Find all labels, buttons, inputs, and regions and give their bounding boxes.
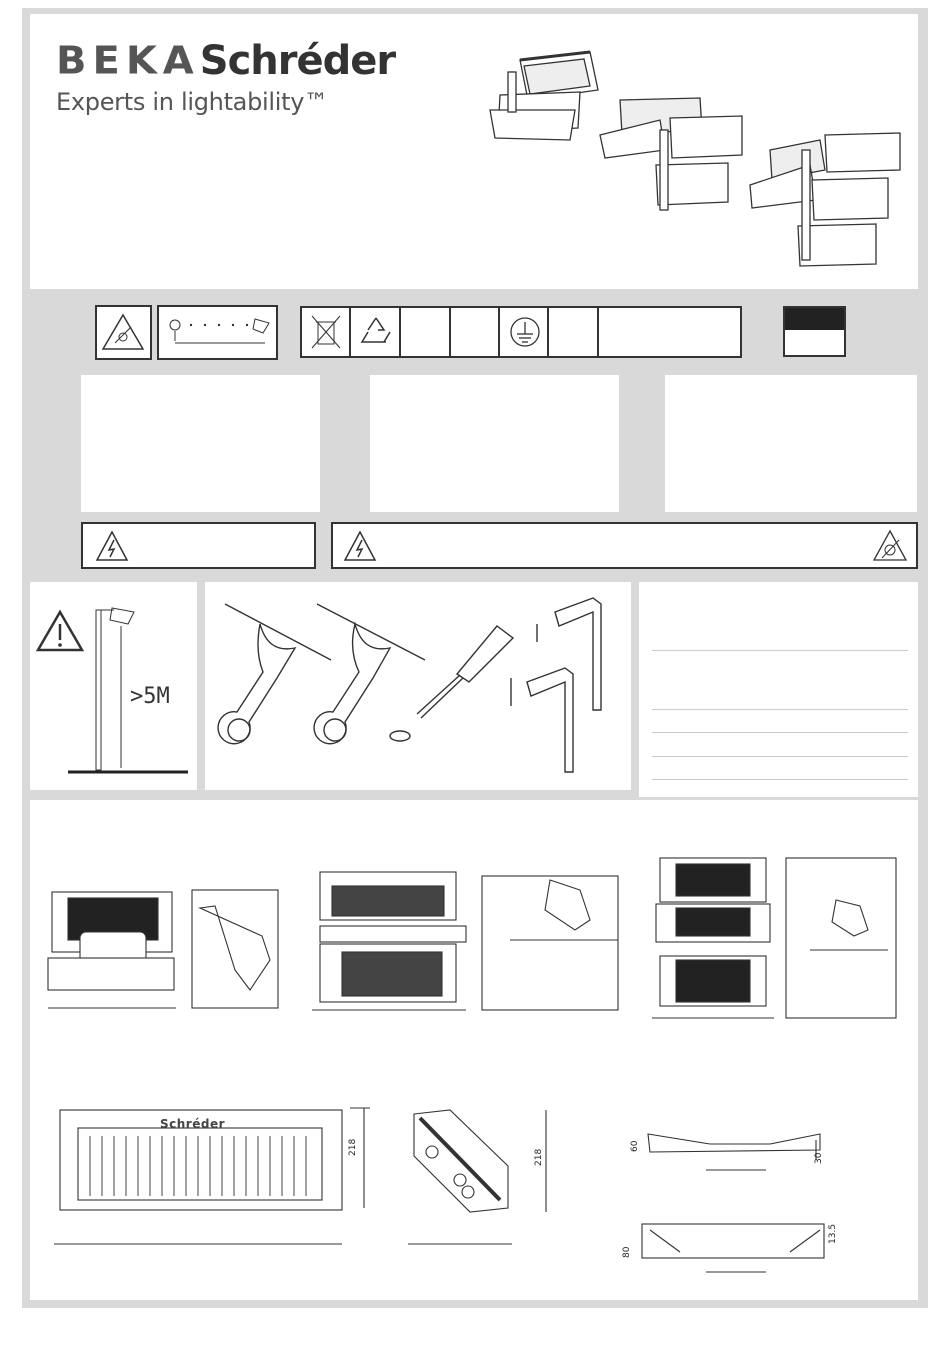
product-label: Schréder <box>160 1117 226 1131</box>
brand-name-right: Schréder <box>199 38 396 84</box>
double-front-drawing <box>312 872 466 1010</box>
info-box-middle <box>370 375 619 512</box>
notes-line <box>652 650 908 651</box>
hex-key-icon <box>511 668 573 772</box>
triple-luminaire-image <box>750 133 900 266</box>
symbols-divider <box>498 306 500 358</box>
double-luminaire-image <box>600 98 742 210</box>
triple-front-drawing <box>652 858 774 1018</box>
hex-key-icon <box>537 598 601 710</box>
min-height-label: >5M <box>130 684 170 709</box>
laser-warning-box <box>95 305 152 360</box>
brand-name-left: BEKA <box>56 39 200 83</box>
symbols-divider <box>547 306 549 358</box>
wrench-icon <box>314 604 425 744</box>
bracket-80-dimension: 80 <box>622 1246 632 1258</box>
distance-box <box>157 305 278 360</box>
side-large-drawing <box>408 1110 546 1244</box>
bracket-60-dimension: 60 <box>630 1140 640 1152</box>
earth-ground-icon <box>505 312 545 352</box>
height-illustration <box>30 582 197 790</box>
brand-tagline: Experts in lightability™ <box>56 88 328 116</box>
side-height-dimension: 218 <box>534 1148 544 1166</box>
notes-line <box>652 779 908 780</box>
symbols-divider <box>597 306 599 358</box>
class-badge <box>783 306 846 357</box>
class-badge-dark <box>785 308 844 330</box>
double-side-drawing <box>482 876 618 1010</box>
symbols-divider <box>349 306 351 358</box>
electric-warning-box-left <box>81 522 316 569</box>
bracket-top-drawing <box>648 1134 820 1170</box>
electric-hazard-icon <box>343 530 377 562</box>
symbols-divider <box>449 306 451 358</box>
bracket-135-dimension: 13.5 <box>828 1223 838 1244</box>
single-front-drawing <box>48 892 176 1008</box>
screwdriver-icon <box>390 626 513 741</box>
notes-line <box>652 709 908 710</box>
recycle-icon <box>356 312 396 352</box>
info-box-left <box>81 375 320 512</box>
single-luminaire-image <box>490 52 598 140</box>
laser-warning-icon <box>871 528 909 564</box>
luminaire-illustrations <box>480 40 910 280</box>
weee-bin-icon <box>306 312 346 352</box>
front-height-dimension: 218 <box>348 1138 358 1156</box>
brand-logo <box>56 38 395 84</box>
tools-illustration <box>205 582 631 790</box>
triple-side-drawing <box>786 858 896 1018</box>
symbols-divider <box>399 306 401 358</box>
configuration-drawings <box>30 850 918 1030</box>
electric-warning-box-right <box>331 522 918 569</box>
bracket-bottom-drawing <box>642 1224 824 1272</box>
electric-hazard-icon <box>95 530 129 562</box>
laser-warning-icon <box>97 307 150 358</box>
info-box-right <box>665 375 917 512</box>
bracket-30-dimension: 30 <box>814 1152 824 1164</box>
distance-icon <box>159 307 276 358</box>
notes-line <box>652 756 908 757</box>
single-side-drawing <box>192 890 278 1008</box>
notes-panel <box>639 582 918 797</box>
notes-line <box>652 732 908 733</box>
